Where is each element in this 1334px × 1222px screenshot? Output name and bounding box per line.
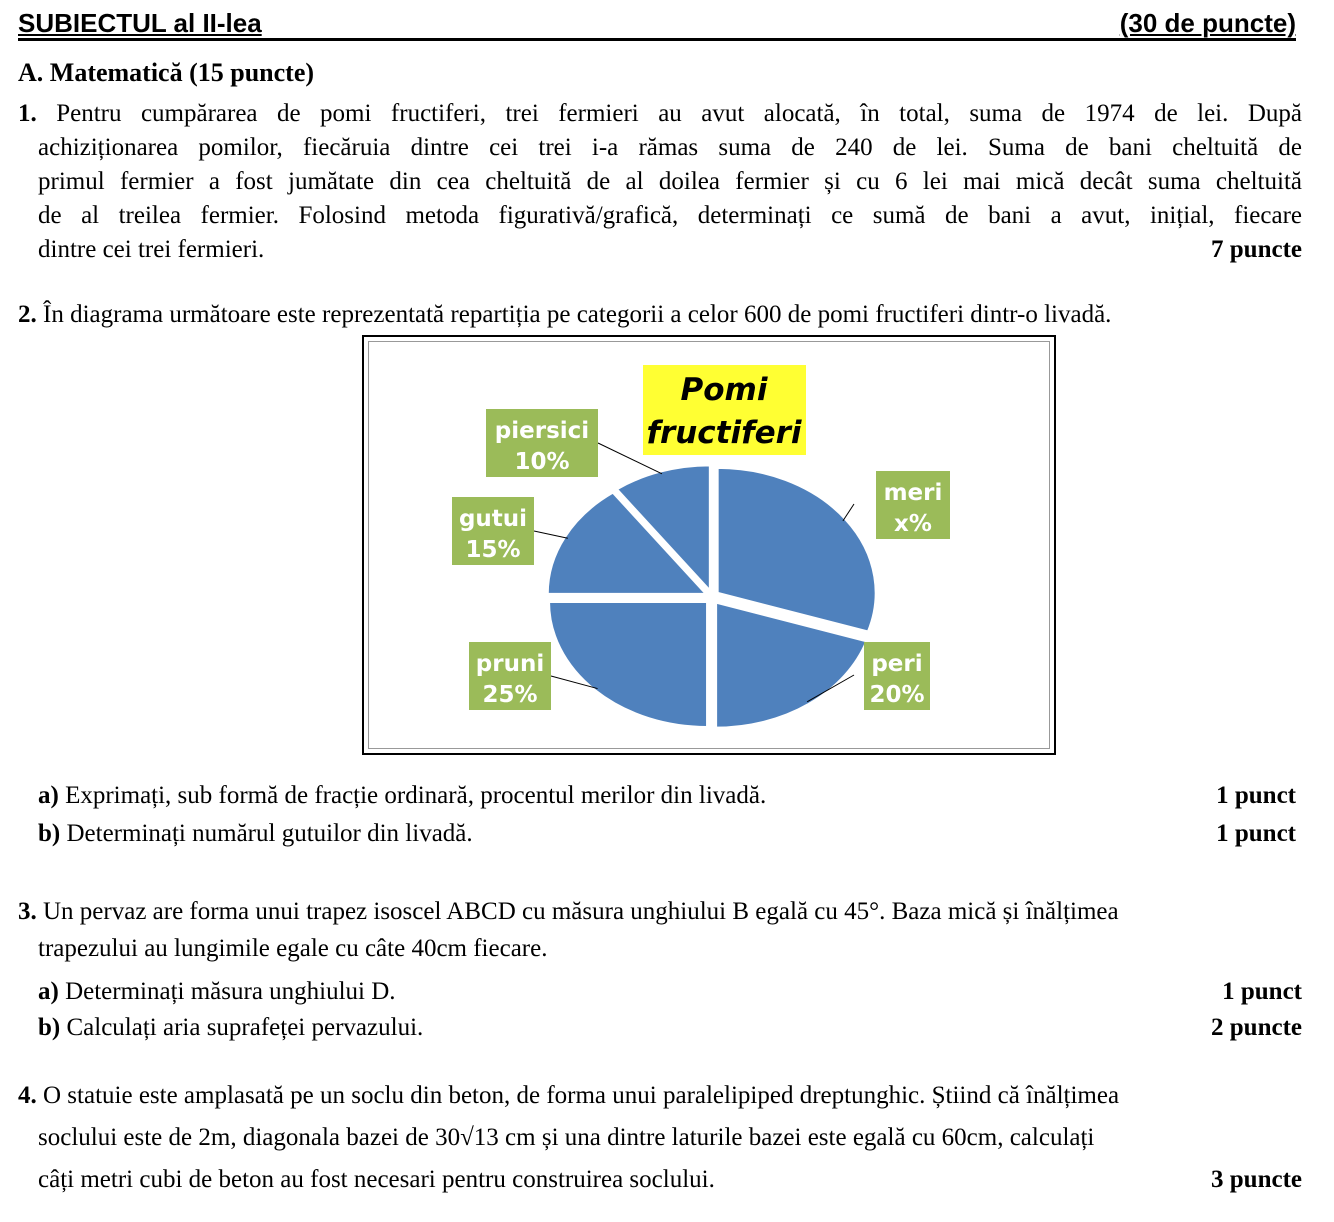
data-label-value-gutui: 15% [465,537,521,563]
q2-number: 2. [18,301,37,328]
question-1 [18,97,1302,267]
q1-line-1: Pentru cumpărarea de pomi fructiferi, trei fermieri au avut alocată, în total, suma de 1974 de lei. După [56,100,1302,127]
q2-a-text: Exprimați, sub formă de fracție ordinară, procentul merilor din livadă. [65,782,767,809]
data-label-name-piersici: piersici [494,418,590,444]
q4-line-2: soclului este de 2m, diagonala bazei de 30√13 cm și una dintre laturile bazei este egală cu 60cm, calculați [38,1124,1095,1151]
question-4-line-1 [18,1082,1119,1110]
q3-b-label: b) [38,1014,61,1041]
leader-line-gutui [534,531,568,538]
subject-points: (30 de puncte) [1119,8,1296,38]
q2-part-a [38,782,766,810]
data-label-name-pruni: pruni [475,651,545,677]
q2-a-points: 1 punct [1216,782,1296,809]
q2-a-label: a) [38,782,59,809]
pie-slice-meri [718,468,876,632]
pie-chart [364,337,1054,753]
q3-number: 3. [18,898,37,925]
q3-a-text: Determinați măsura unghiului D. [65,978,396,1005]
pie-chart-frame [362,335,1056,755]
q3-b-text: Calculați aria suprafeței pervazului. [66,1014,424,1041]
chart-title-line-1: Pomi [680,372,768,408]
q3-line-1: Un pervaz are forma unui trapez isoscel ABCD cu măsura unghiului B egală cu 45°. Baza mică și înălțimea [43,898,1119,925]
q2-text: În diagrama următoare este reprezentată repartiția pe categorii a celor 600 de pomi fructiferi dintr-o livadă. [43,301,1112,328]
data-label-value-pruni: 25% [482,682,538,708]
data-label-value-meri: x% [894,511,932,537]
data-label-name-meri: meri [883,480,943,506]
data-label-name-peri: peri [871,651,923,677]
q2-b-label: b) [38,820,61,847]
q4-line-1: O statuie este amplasată pe un soclu din beton, de forma unui paralelipiped dreptunghic. Știind că înălțimea [43,1082,1120,1109]
q3-part-b [38,1014,423,1042]
section-title: A. Matematică (15 puncte) [18,58,315,87]
q3-line-2: trapezului au lungimile egale cu câte 40cm fiecare. [38,935,548,962]
q3-part-a [38,978,396,1006]
q2-b-text: Determinați numărul gutuilor din livadă. [66,820,473,847]
q1-line-2: achiziționarea pomilor, fiecăruia dintre cei trei i-a rămas suma de 240 de lei. Suma de bani cheltuită de [38,134,1302,161]
chart-title-line-2: fructiferi [646,415,802,451]
q3-a-label: a) [38,978,59,1005]
data-label-value-piersici: 10% [514,449,570,475]
leader-line-meri [843,504,854,521]
q3-a-points: 1 punct [1222,978,1302,1005]
q2-b-points: 1 punct [1216,820,1296,847]
data-label-name-gutui: gutui [458,506,528,532]
subject-title: SUBIECTUL al II-lea [18,8,262,38]
page-header [18,6,1296,41]
question-2 [18,301,1111,329]
data-label-value-peri: 20% [869,682,925,708]
q1-number: 1. [18,100,37,127]
q4-number: 4. [18,1082,37,1109]
q3-b-points: 2 puncte [1211,1014,1302,1041]
q4-points: 3 puncte [1211,1166,1302,1193]
q1-points: 7 puncte [1211,236,1302,263]
pie-slice-pruni [549,602,707,727]
q4-line-3: câți metri cubi de beton au fost necesari pentru construirea soclului. [38,1166,715,1193]
q1-line-3: primul fermier a fost jumătate din cea cheltuită de al doilea fermier și cu 6 lei mai mică decât suma cheltuită [38,168,1302,195]
question-3-line-1 [18,898,1119,926]
q1-line-4: de al treilea fermier. Folosind metoda figurativă/grafică, determinați ce sumă de bani a avut, inițial, fiecare [38,202,1302,229]
q2-part-b [38,820,473,848]
q1-line-5: dintre cei trei fermieri. [38,236,265,263]
